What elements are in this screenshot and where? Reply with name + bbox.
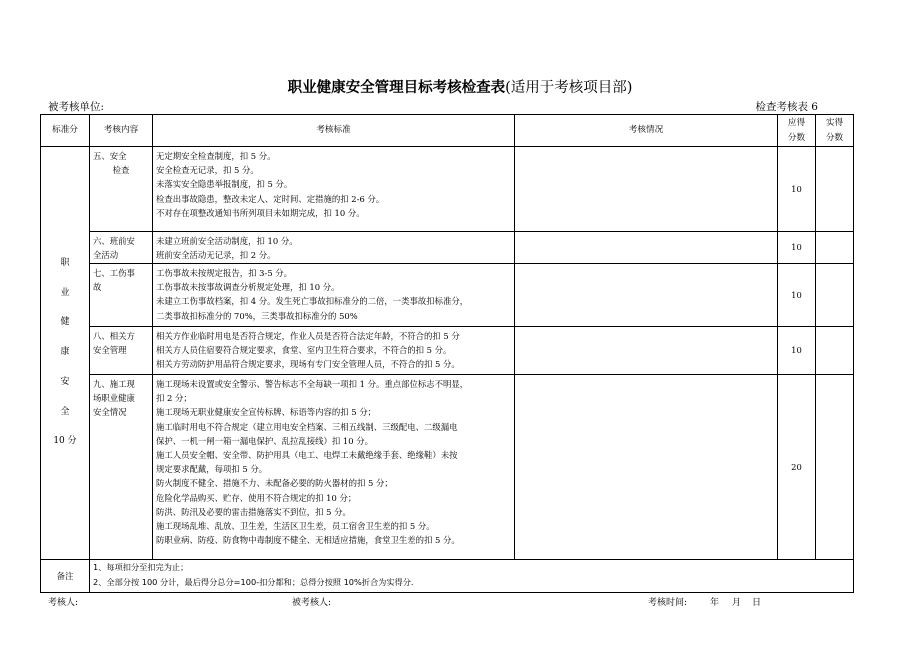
criteria-line: 防职业病、防疫、防食物中毒制度不健全、无相适应措施，食堂卫生差的扣 5 分。: [156, 535, 460, 546]
criteria-line: 未建立工伤事故档案，扣 4 分。发生死亡事故扣标准分的二倍，一类事故扣标准分，: [156, 296, 469, 307]
note-line: 2、全部分按 100 分计，最后得分总分=100-扣分都和；总得分按照 10%折合为实得分.: [93, 577, 414, 587]
assessment-table: [40, 114, 854, 593]
status-cell[interactable]: [515, 327, 778, 375]
category-points: 10 分: [53, 436, 77, 447]
criteria-line: 无定期安全检查制度，扣 5 分。: [156, 151, 276, 161]
header-actual-score-l1: 实得: [825, 117, 844, 128]
table-row: [41, 327, 854, 375]
content-cell: [90, 327, 153, 375]
category-char: 健: [60, 317, 70, 328]
due-score-cell: 10: [778, 264, 816, 327]
criteria-line: 工伤事故未按事故调查分析规定处理，扣 10 分。: [156, 282, 340, 293]
criteria-cell: [153, 327, 515, 375]
content-cell: [90, 147, 153, 232]
content-line: 六、班前安: [93, 236, 135, 246]
criteria-cell: [153, 232, 515, 264]
content-line: 场职业健康: [93, 393, 135, 404]
criteria-line: 规定要求配戴，每项扣 5 分。: [156, 464, 268, 475]
criteria-line: 扣 2 分；: [156, 393, 192, 404]
table-row: [41, 147, 854, 232]
criteria-line: 工伤事故未按规定报告，扣 3-5 分。: [156, 268, 293, 278]
form-number: 检查考核表 6: [755, 101, 818, 113]
table-row: [41, 264, 854, 327]
content-line: 八、相关方: [93, 331, 135, 341]
table-row: [41, 375, 854, 560]
category-char: 业: [60, 287, 70, 298]
unit-label: 被考核单位:: [48, 101, 105, 113]
content-line: 五、安全: [93, 151, 127, 161]
criteria-cell: [153, 264, 515, 327]
criteria-line: 安全检查无记录，扣 5 分。: [156, 165, 259, 176]
due-score-cell: 10: [778, 327, 816, 375]
criteria-line: 施工临时用电不符合规定（建立用电安全档案、三相五线制、三级配电、二级漏电: [156, 421, 458, 432]
actual-score-cell[interactable]: [816, 147, 854, 232]
footer-year: 年: [710, 598, 720, 608]
content-line: 故: [93, 282, 102, 293]
notes-cell: [90, 560, 854, 593]
header-standard-score: 标准分: [41, 115, 90, 147]
due-score-cell: 10: [778, 147, 816, 232]
content-line: 全活动: [93, 250, 119, 261]
actual-score-cell[interactable]: [816, 327, 854, 375]
content-cell: [90, 232, 153, 264]
category-char: 安: [60, 376, 70, 387]
table-row: [41, 232, 854, 264]
status-cell[interactable]: [515, 375, 778, 560]
header-due-score-l1: 应得: [787, 117, 806, 128]
notes-row: [41, 560, 854, 593]
category-char: 职: [60, 257, 70, 268]
header-status: 考核情况: [515, 115, 778, 147]
header-content: 考核内容: [90, 115, 153, 147]
header-actual-score: [816, 115, 854, 147]
criteria-line: 二类事故扣标准分的 70%，三类事故扣标准分的 50%: [156, 310, 358, 321]
note-line: 1、每项扣分至扣完为止；: [93, 562, 189, 572]
footer-month: 月: [732, 598, 742, 608]
criteria-line: 防洪、防汛及必要的雷击措施落实不到位，扣 5 分。: [156, 506, 351, 517]
criteria-line: 班前安全活动无记录，扣 2 分。: [156, 250, 276, 261]
criteria-cell: [153, 147, 515, 232]
criteria-line: 施工现场未设置或安全警示、警告标志不全每缺一项扣 1 分。重点部位标志不明显，: [156, 379, 469, 389]
criteria-line: 危险化学品购买、贮存、使用不符合规定的扣 10 分；: [156, 492, 357, 503]
criteria-line: 未建立班前安全活动制度，扣 10 分。: [156, 236, 298, 246]
due-score-cell: 20: [778, 375, 816, 560]
content-line: 安全情况: [93, 407, 127, 418]
status-cell[interactable]: [515, 232, 778, 264]
content-line: 安全管理: [93, 345, 127, 356]
title-main: 职业健康安全管理目标考核检查表: [287, 80, 506, 96]
category-cell: [41, 147, 90, 560]
criteria-line: 施工现场无职业健康安全宣传标牌、标语等内容的扣 5 分；: [156, 407, 377, 418]
criteria-line: 保护、一机一闸一箱一漏电保护、乱拉乱接线）扣 10 分。: [156, 435, 373, 446]
criteria-line: 检查出事故隐患，整改未定人、定时间、定措施的扣 2-6 分。: [156, 193, 385, 204]
criteria-cell: [153, 375, 515, 560]
criteria-line: 相关方作业临时用电是否符合规定，作业人员是否符合法定年龄，不符合的扣 5 分: [156, 331, 460, 341]
footer-examiner: 考核人:: [48, 598, 79, 608]
content-line: 检查: [112, 165, 130, 176]
content-cell: [90, 375, 153, 560]
content-cell: [90, 264, 153, 327]
status-cell[interactable]: [515, 264, 778, 327]
criteria-line: 施工现场乱堆、乱放、卫生差，生活区卫生差，员工宿舍卫生差的扣 5 分。: [156, 521, 435, 532]
header-actual-score-l2: 分数: [825, 132, 844, 143]
footer-time: 考核时间:: [648, 598, 688, 608]
actual-score-cell[interactable]: [816, 264, 854, 327]
criteria-line: 未落实安全隐患举报制度，扣 5 分。: [156, 179, 293, 190]
actual-score-cell[interactable]: [816, 232, 854, 264]
criteria-line: 相关方劳动防护用品符合规定要求，现场有专门安全管理人员，不符合的扣 5 分。: [156, 359, 460, 370]
category-char: 康: [60, 347, 70, 358]
header-due-score: [778, 115, 816, 147]
page-title: [0, 76, 920, 97]
content-line: 九、施工现: [93, 379, 135, 389]
header-criteria: 考核标准: [153, 115, 515, 147]
criteria-line: 不对存在项整改通知书所列项目未如期完成，扣 10 分。: [156, 207, 365, 218]
criteria-line: 相关方人员住宿要符合规定要求，食堂、室内卫生符合要求，不符合的扣 5 分。: [156, 345, 452, 356]
notes-label: 备注: [41, 560, 90, 593]
status-cell[interactable]: [515, 147, 778, 232]
content-line: 七、工伤事: [93, 268, 135, 278]
header-due-score-l2: 分数: [787, 132, 806, 143]
title-sub: (适用于考核项目部): [505, 80, 633, 96]
actual-score-cell[interactable]: [816, 375, 854, 560]
due-score-cell: 10: [778, 232, 816, 264]
category-char: 全: [60, 406, 70, 417]
footer-day: 日: [752, 598, 762, 608]
footer-examinee: 被考核人:: [292, 598, 332, 608]
criteria-line: 防火制度不健全、措施不力、未配备必要的防火器材的扣 5 分；: [156, 478, 393, 489]
criteria-line: 施工人员安全帽、安全带、防护用具（电工、电焊工未戴绝缘手套、绝缘鞋）未按: [156, 450, 458, 461]
